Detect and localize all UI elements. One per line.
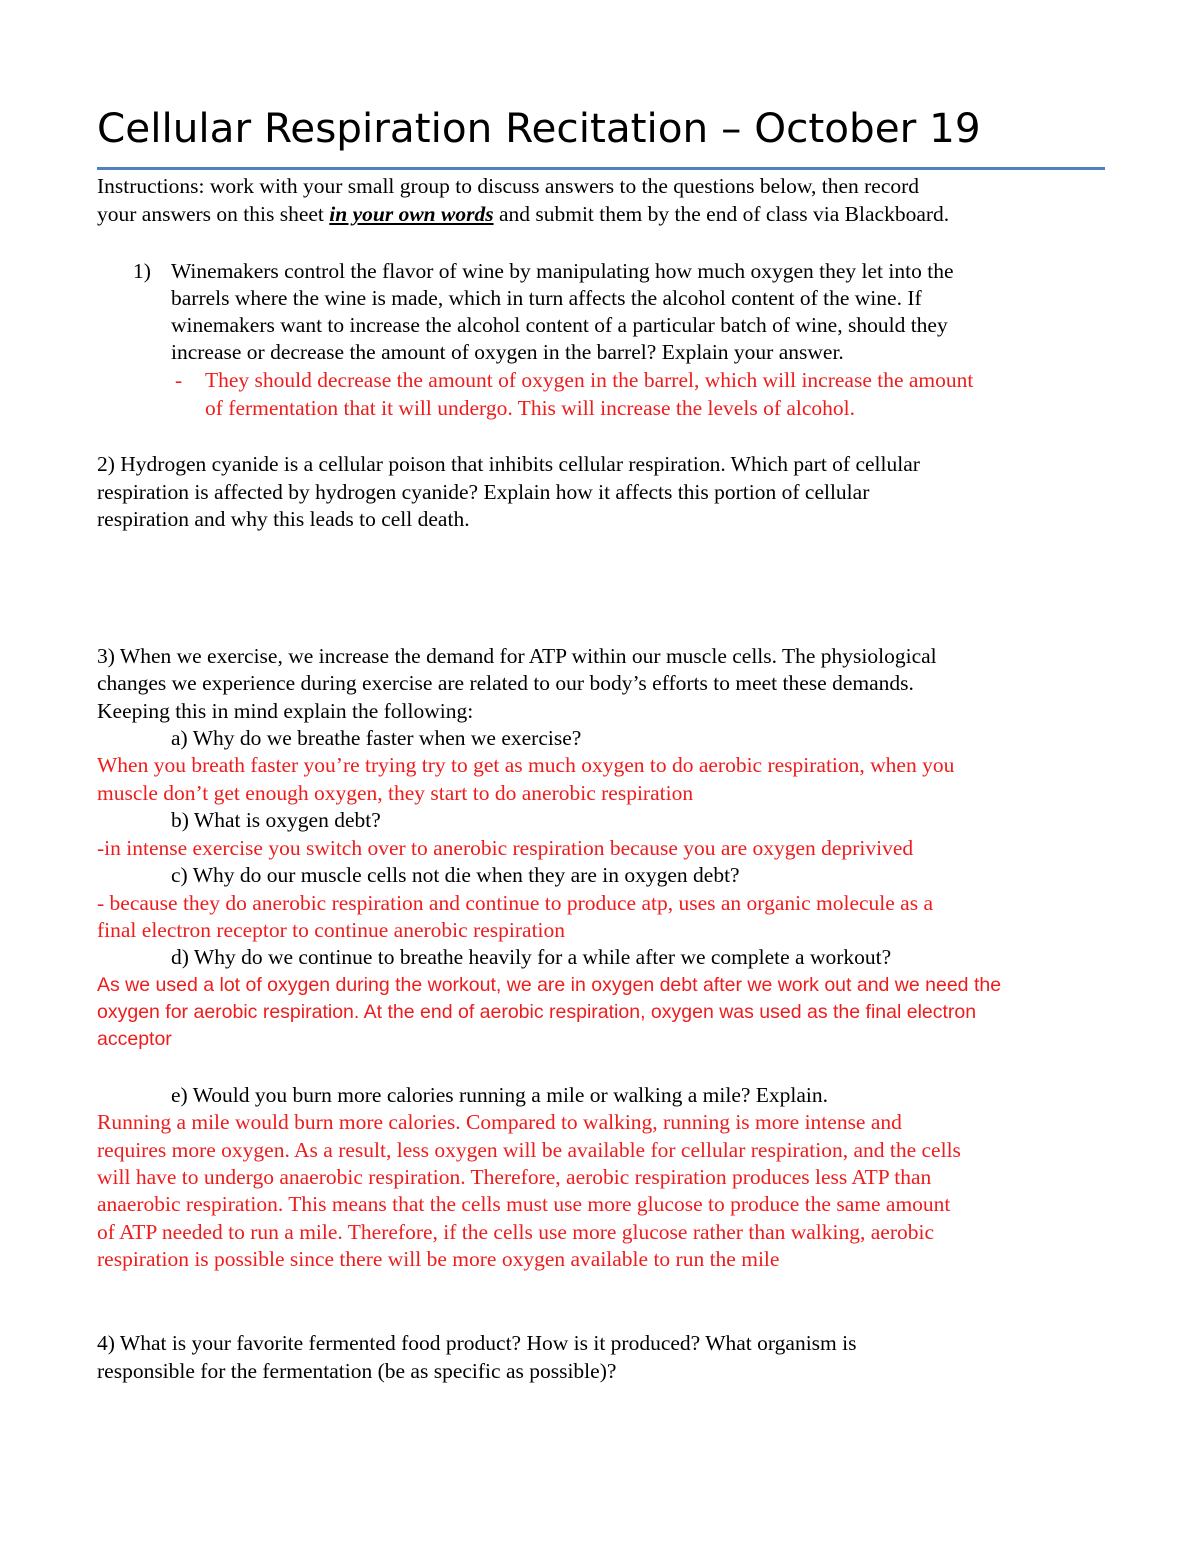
q3-line-3: Keeping this in mind explain the following: — [97, 699, 474, 723]
q3c-answer-line-2: final electron receptor to continue anerobic respiration — [97, 918, 566, 942]
q3b-question: b) What is oxygen debt? — [171, 808, 381, 832]
instructions-text: your answers on this sheet — [97, 202, 330, 226]
q3d-answer-line-1: As we used a lot of oxygen during the workout, we are in oxygen debt after we work out and we need the — [97, 974, 1002, 996]
q3e-answer-line-2: requires more oxygen. As a result, less oxygen will be available for cellular respiration, and the cells — [97, 1138, 961, 1162]
q3e-answer-line-3: will have to undergo anaerobic respiration. Therefore, aerobic respiration produces less ATP than — [97, 1165, 932, 1189]
q3a-question: a) Why do we breathe faster when we exercise? — [171, 726, 582, 750]
title-rule — [97, 167, 1105, 170]
q3e-answer-line-4: anaerobic respiration. This means that the cells must use more glucose to produce the same amount — [97, 1192, 951, 1216]
q1-line-2: barrels where the wine is made, which in turn affects the alcohol content of the wine. If — [171, 286, 922, 310]
q4-line-2: responsible for the fermentation (be as specific as possible)? — [97, 1359, 617, 1383]
q2-line-3: respiration and why this leads to cell death. — [97, 507, 470, 531]
q3a-answer-line-2: muscle don’t get enough oxygen, they start to do anerobic respiration — [97, 781, 694, 805]
q1-line-1: Winemakers control the flavor of wine by manipulating how much oxygen they let into the — [171, 259, 954, 283]
q3-line-2: changes we experience during exercise are related to our body’s efforts to meet these demands. — [97, 671, 914, 695]
q1-line-4: increase or decrease the amount of oxygen in the barrel? Explain your answer. — [171, 340, 844, 364]
q2-line-1: 2) Hydrogen cyanide is a cellular poison that inhibits cellular respiration. Which part of cellular — [97, 452, 920, 476]
q3b-answer-line-1: -in intense exercise you switch over to anerobic respiration because you are oxygen deprivived — [97, 836, 914, 860]
q3e-question: e) Would you burn more calories running a mile or walking a mile? Explain. — [171, 1083, 829, 1107]
q1-number: 1) — [133, 259, 151, 283]
instructions-line-2 — [97, 200, 949, 228]
page-title: Cellular Respiration Recitation – October 19 — [97, 104, 981, 152]
q1-answer-line-1: They should decrease the amount of oxygen in the barrel, which will increase the amount — [205, 368, 974, 392]
q3e-answer-line-6: respiration is possible since there will be more oxygen available to run the mile — [97, 1247, 780, 1271]
q4-line-1: 4) What is your favorite fermented food product? How is it produced? What organism is — [97, 1331, 857, 1355]
q3e-answer-line-1: Running a mile would burn more calories. Compared to walking, running is more intense and — [97, 1110, 902, 1134]
q3e-answer-line-5: of ATP needed to run a mile. Therefore, if the cells use more glucose rather than walking, aerobic — [97, 1220, 935, 1244]
instructions-line-1: Instructions: work with your small group to discuss answers to the questions below, then record — [97, 174, 920, 198]
q3d-question: d) Why do we continue to breathe heavily for a while after we complete a workout? — [171, 945, 892, 969]
q2-line-2: respiration is affected by hydrogen cyanide? Explain how it affects this portion of cellular — [97, 480, 870, 504]
q3d-answer-line-2: oxygen for aerobic respiration. At the end of aerobic respiration, oxygen was used as the final electron — [97, 1001, 977, 1023]
q3c-answer-line-1: - because they do anerobic respiration and continue to produce atp, uses an organic molecule as a — [97, 891, 934, 915]
q3a-answer-line-1: When you breath faster you’re trying try to get as much oxygen to do aerobic respiration, when you — [97, 753, 955, 777]
q3c-question: c) Why do our muscle cells not die when they are in oxygen debt? — [171, 863, 740, 887]
instructions-text-end: and submit them by the end of class via Blackboard. — [493, 202, 950, 226]
q3d-answer-line-3: acceptor — [97, 1028, 172, 1050]
q3-line-1: 3) When we exercise, we increase the demand for ATP within our muscle cells. The physiological — [97, 644, 937, 668]
q1-answer-line-2: of fermentation that it will undergo. This will increase the levels of alcohol. — [205, 396, 856, 420]
instructions-emphasis: in your own words — [329, 202, 494, 226]
q1-answer-bullet: - — [175, 368, 183, 392]
q1-line-3: winemakers want to increase the alcohol content of a particular batch of wine, should they — [171, 313, 948, 337]
